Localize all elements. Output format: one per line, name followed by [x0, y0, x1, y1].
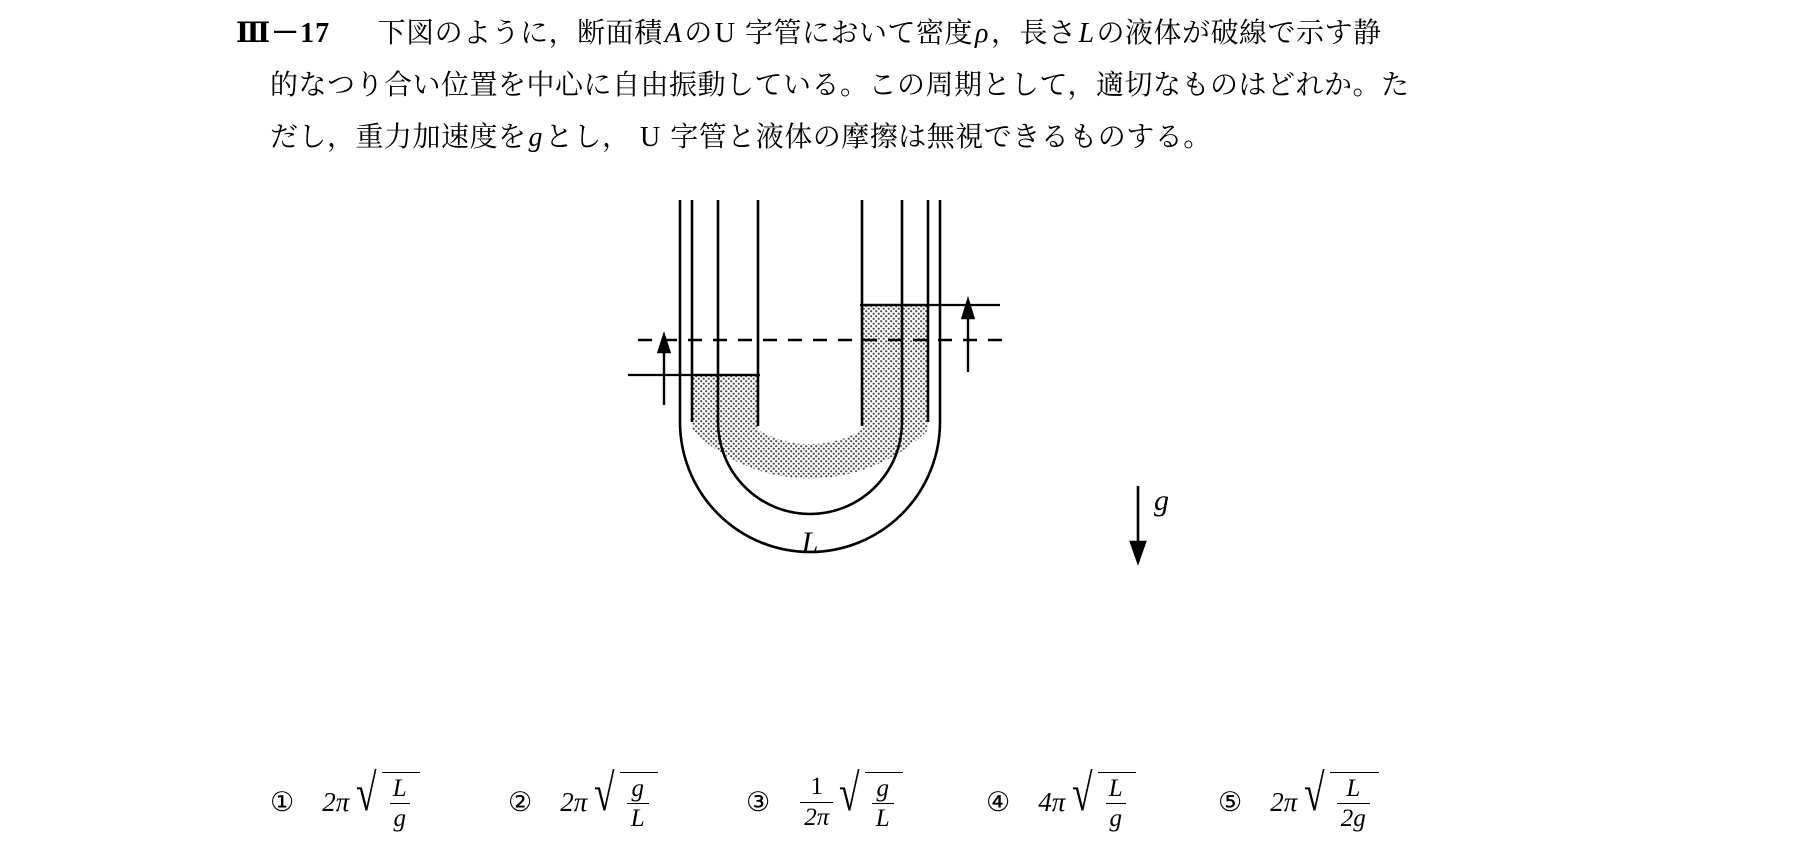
choice-3-expression: [796, 764, 902, 833]
choice-1-sqrt: [356, 764, 419, 833]
choice-1-expression: [320, 764, 419, 833]
choice-5-marker: ⑤: [1218, 786, 1243, 817]
u-tube-figure: [600, 200, 1120, 580]
liquid-fill: [600, 200, 1120, 580]
choice-1-denominator: g: [390, 803, 411, 833]
question-line-2-text: 的なつり合い位置を中心に自由振動している。この周期として，適切なものはどれか。た: [270, 70, 1410, 101]
choice-5-numerator: L: [1346, 774, 1361, 802]
choice-5-coefficient: 2π: [1270, 786, 1298, 817]
choice-3[interactable]: [746, 762, 903, 842]
choice-2-sqrt: [594, 764, 657, 833]
question-number: Ⅲ－17: [236, 18, 331, 49]
choice-3-marker: ③: [746, 786, 771, 817]
choice-5[interactable]: [1218, 762, 1379, 842]
choice-1[interactable]: [270, 762, 420, 842]
choice-3-denominator: L: [872, 803, 894, 833]
choice-4-expression: [1036, 764, 1135, 833]
question-line-1-text: 下図のように，断面積AのU 字管において密度ρ，長さLの液体が破線で示す静: [377, 18, 1382, 49]
question-line-1: [236, 8, 1636, 60]
choice-5-sqrt: [1304, 764, 1379, 833]
gravity-label: g: [1154, 484, 1169, 517]
choice-4-coefficient: 4π: [1038, 786, 1066, 817]
choice-4-sqrt: [1072, 764, 1135, 833]
left-displacement-arrow: [659, 335, 670, 405]
liquid-length-label: L: [801, 526, 819, 559]
choice-1-marker: ①: [270, 786, 295, 817]
radical-icon: √: [839, 764, 860, 822]
choice-4-marker: ④: [986, 786, 1011, 817]
choice-2-numerator: g: [631, 774, 644, 802]
choice-5-expression: [1268, 764, 1379, 833]
choice-4[interactable]: [986, 762, 1136, 842]
choice-2-marker: ②: [508, 786, 533, 817]
radical-icon: √: [594, 764, 615, 822]
gravity-arrow: [1131, 486, 1145, 562]
right-displacement-arrow: [963, 300, 974, 372]
choice-4-denominator: g: [1106, 803, 1127, 833]
radical-icon: √: [1304, 764, 1325, 822]
question-block: [236, 8, 1636, 164]
gravity-indicator: [1120, 480, 1240, 570]
choice-2-coefficient: 2π: [560, 786, 588, 817]
choice-1-coefficient: 2π: [322, 786, 350, 817]
choice-3-prefix-numerator: 1: [810, 772, 823, 800]
radical-icon: √: [356, 764, 377, 822]
choice-2[interactable]: [508, 762, 658, 842]
answer-choices: [270, 762, 1470, 852]
choice-3-sqrt: [839, 764, 902, 833]
choice-3-prefix-fraction: [800, 773, 833, 832]
question-line-3-text: だし，重力加速度をgとし， U 字管と液体の摩擦は無視できるものする。: [270, 122, 1212, 153]
choice-5-denominator: 2g: [1337, 803, 1370, 833]
question-line-3: [236, 112, 1636, 164]
choice-2-denominator: L: [627, 803, 649, 833]
radical-icon: √: [1072, 764, 1093, 822]
choice-2-expression: [558, 764, 657, 833]
choice-1-numerator: L: [392, 774, 407, 802]
choice-3-prefix-denominator: 2π: [800, 802, 833, 832]
choice-4-numerator: L: [1108, 774, 1123, 802]
choice-3-numerator: g: [876, 774, 889, 802]
question-line-2: [236, 60, 1636, 112]
